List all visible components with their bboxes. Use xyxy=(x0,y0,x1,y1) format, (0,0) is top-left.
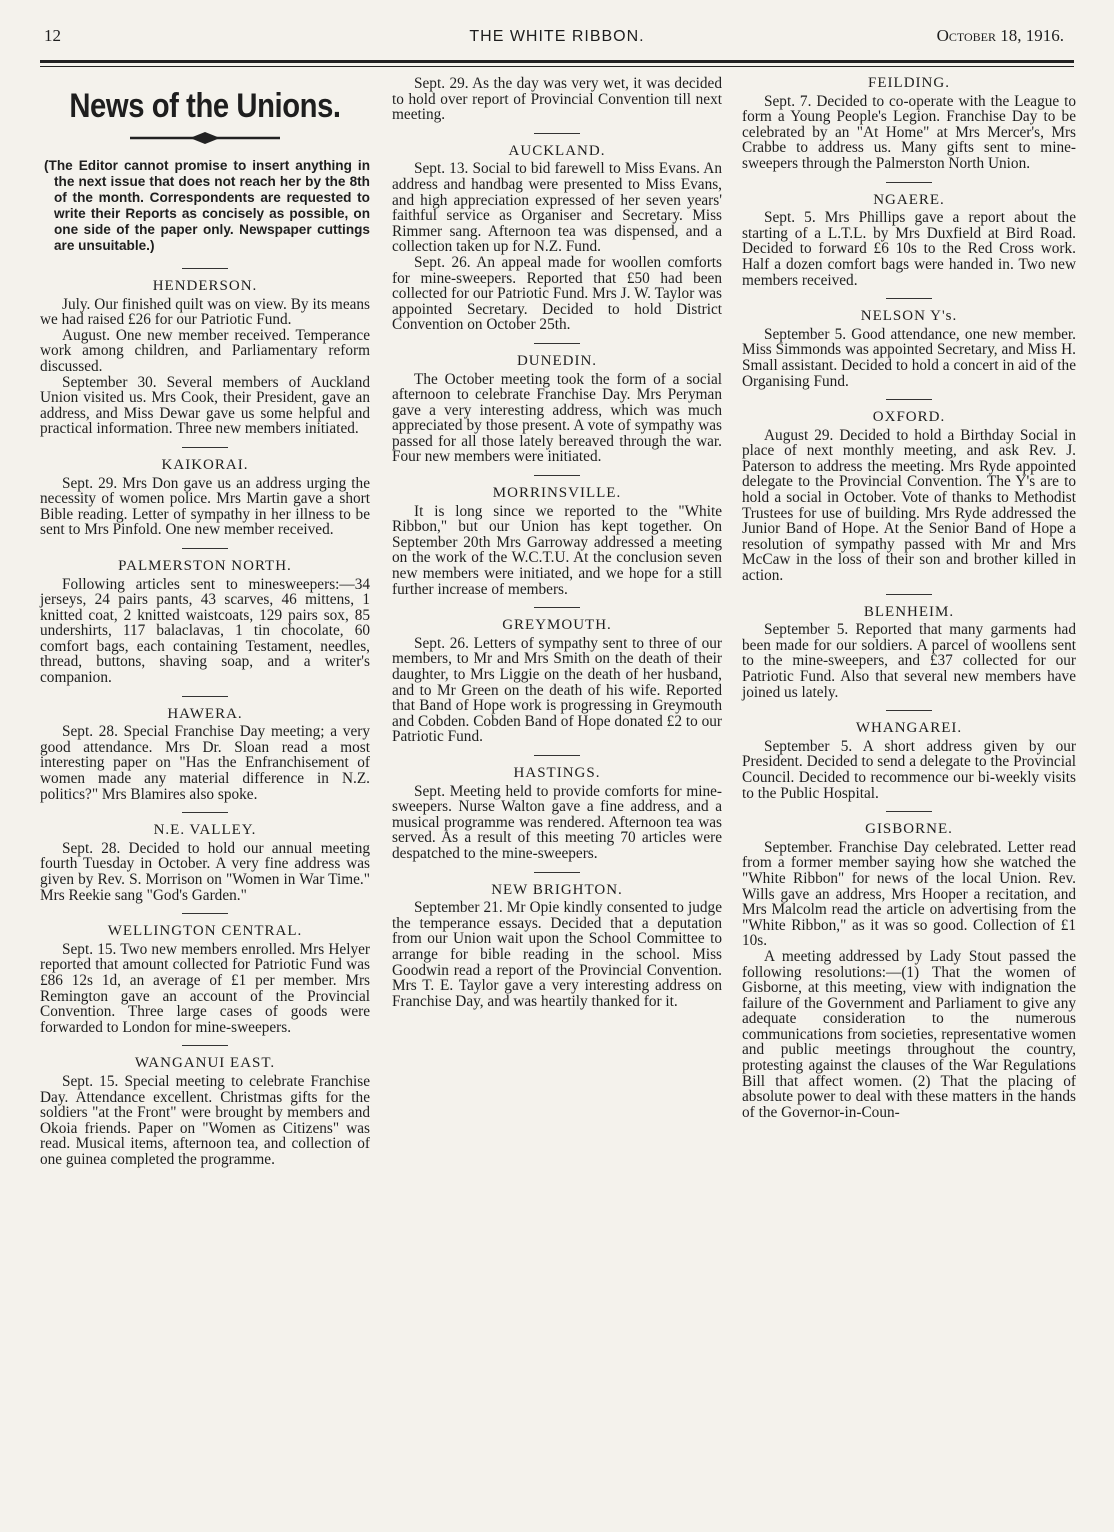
separator xyxy=(182,268,228,269)
report-paragraph: Sept. 28. Special Franchise Day meeting; a very good attendance. Mrs Dr. Sloan read a most interesting paper on "Has the Enfranchisement of women made any material difference in N.Z. politics?" Mrs Blamires also spoke. xyxy=(40,723,370,803)
report-paragraph: Sept. 7. Decided to co-operate with the League to form a Young People's Legion. Franchise Day to be celebrated by an "At Home" at Mrs Mercer's, Mrs Crabbe to address us. Many gifts sent to mine-sweepers through the Palmerston North Union. xyxy=(742,92,1076,172)
page-header xyxy=(40,26,1074,52)
separator xyxy=(182,913,228,914)
section-feilding xyxy=(742,76,1076,172)
section-ne-valley xyxy=(40,823,370,903)
section-heading: DUNEDIN. xyxy=(516,352,598,369)
section-dunedin xyxy=(392,354,722,465)
column-1 xyxy=(40,76,370,1168)
section-auckland xyxy=(392,144,722,333)
report-paragraph: Sept. 26. Letters of sympathy sent to three of our members, to Mr and Mrs Smith on the death of their daughter, to Mrs Liggie on the death of her husband, and to Mr Green on the death of his wife. Reported that Band of Hope work is progressing in Greymouth and Cobden. Cobden Band of Hope donated £2 to our Patriotic Fund. xyxy=(392,634,722,746)
section-heading: WHANGAREI. xyxy=(855,720,963,737)
section-heading: HENDERSON. xyxy=(152,278,258,294)
report-paragraph: Sept. 29. As the day was very wet, it was decided to hold over report of Provincial Convention till next meeting. xyxy=(392,75,722,124)
section-heading: WANGANUI EAST. xyxy=(134,1055,276,1072)
section-hastings xyxy=(392,766,722,862)
report-paragraph: Sept. 13. Social to bid farewell to Miss Evans. An address and handbag were presented to Miss Evans, and high appreciation expressed of her seven years' faithful service as Organiser and Secretary. Miss Rimmer sang. Afternoon tea was dispensed, and a collection taken up for N.Z. Fund. xyxy=(392,160,722,256)
section-heading: WELLINGTON CENTRAL. xyxy=(107,923,303,940)
section-heading: MORRINSVILLE. xyxy=(492,485,622,502)
report-paragraph: Sept. 29. Mrs Don gave us an address urging the necessity of women police. Mrs Martin gave a short Bible reading. Letter of sympathy in her illness to be sent to Mrs Pinfold. One new member received. xyxy=(40,474,370,539)
section-new-brighton xyxy=(392,883,722,1010)
separator xyxy=(886,710,932,711)
separator xyxy=(534,607,580,608)
report-paragraph: Following articles sent to minesweepers:—34 jerseys, 24 pairs pants, 43 scarves, 46 mittens, 1 knitted coat, 2 knitted waistcoats, 129 pairs sox, 85 undershirts, 117 balaclavas, 1 tin chocolate, 60 comfort bags, each containing Testament, needles, thread, buttons, shaving soap, and a writer's companion. xyxy=(40,575,370,687)
section-whangarei xyxy=(742,721,1076,801)
section-ngaere xyxy=(742,193,1076,289)
section-heading: NGAERE. xyxy=(873,191,945,208)
section-heading: NEW BRIGHTON. xyxy=(491,881,623,898)
ornament-divider xyxy=(40,132,370,144)
publication-title: THE WHITE RIBBON. xyxy=(469,28,645,45)
separator xyxy=(182,447,228,448)
section-henderson xyxy=(40,279,370,437)
separator xyxy=(182,812,228,813)
separator xyxy=(886,298,932,299)
section-oxford xyxy=(742,410,1076,584)
report-paragraph: It is long since we reported to the "White Ribbon," but our Union has kept together. On September 20th Mrs Garroway addressed a meeting on the work of the W.C.T.U. At the conclusion seven new members were initiated, and we hope for a still further increase of members. xyxy=(392,502,722,598)
report-paragraph: Sept. 5. Mrs Phillips gave a report about the starting of a L.T.L. by Mrs Duxfield at Bird Road. Decided to forward £6 10s to the Red Cross work. Half a dozen comfort bags were handed in. Two new members received. xyxy=(742,209,1076,289)
section-heading: BLENHEIM. xyxy=(863,603,955,620)
section-heading: OXFORD. xyxy=(872,409,946,426)
report-paragraph: September 5. Good attendance, one new member. Miss Simmonds was appointed Secretary, and Miss H. Small assistant. Decided to hold a concert in aid of the Organising Fund. xyxy=(742,325,1076,390)
header-rule xyxy=(40,60,1074,67)
section-heading: GREYMOUTH. xyxy=(502,617,612,634)
section-heading: PALMERSTON NORTH. xyxy=(118,557,292,574)
section-wellington-central xyxy=(40,924,370,1035)
issue-date: October 18, 1916. xyxy=(936,26,1064,45)
ornament-rule-icon xyxy=(130,132,280,144)
section-wanganui-east-continued xyxy=(392,76,722,123)
separator xyxy=(534,755,580,756)
section-heading: HASTINGS. xyxy=(513,764,601,781)
section-wanganui-east xyxy=(40,1056,370,1167)
separator xyxy=(182,696,228,697)
report-paragraph: Sept. 15. Two new members enrolled. Mrs Helyer reported that amount collected for Patriotic Fund was £86 12s 1d, an average of £1 per member. Mrs Remington gave an account of the Provincial Convention. Three large cases of goods were forwarded to London for mine-sweepers. xyxy=(40,940,370,1036)
report-paragraph: Sept. 15. Special meeting to celebrate Franchise Day. Attendance excellent. Christmas gifts for the soldiers "at the Front" were brought by members and Okoia friends. Paper on "Women as Citizens" was read. Musical items, afternoon tea, and collection of one guinea completed the programme. xyxy=(40,1072,370,1168)
report-paragraph: August 29. Decided to hold a Birthday Social in place of next monthly meeting, and ask Rev. J. Paterson to address the meeting. Mrs Ryde appointed delegate to the Provincial Convention. The Y's are to hold a social in October. Vote of thanks to Methodist Trustees for use of building. Mrs Ryde addressed the Junior Band of Hope. At the Senior Band of Hope a resolution of sympathy passed with Mr and Mrs McCaw in the loss of their son and brother killed in action. xyxy=(742,426,1076,585)
column-2 xyxy=(392,76,722,1009)
editor-note: (The Editor cannot promise to insert anything in the next issue that does not reach her by the 8th of the month. Correspondents are requested to write their Reports as concisely as possible, on one side of the paper only. Newspaper cuttings are unsuitable.) xyxy=(44,158,370,253)
separator xyxy=(534,475,580,476)
report-paragraph: September 30. Several members of Auckland Union visited us. Mrs Cook, their President, gave an address, and Miss Dewar gave us some helpful and practical information. Three new members initiated. xyxy=(40,373,370,438)
report-paragraph: Sept. 28. Decided to hold our annual meeting fourth Tuesday in October. A very fine address was given by Rev. S. Morrison on "Women in War Time." Mrs Reekie sang "God's Garden." xyxy=(40,839,370,904)
section-greymouth xyxy=(392,618,722,745)
section-hawera xyxy=(40,707,370,803)
page-number: 12 xyxy=(44,26,61,45)
section-kaikorai xyxy=(40,458,370,538)
section-heading: HAWERA. xyxy=(167,705,243,722)
section-heading: AUCKLAND. xyxy=(508,142,606,159)
section-heading: N.E. VALLEY. xyxy=(153,822,257,839)
section-heading: NELSON Y's. xyxy=(860,308,958,325)
separator xyxy=(182,1045,228,1046)
separator xyxy=(534,872,580,873)
section-nelson-ys xyxy=(742,309,1076,389)
report-paragraph: September 21. Mr Opie kindly consented to judge the temperance essays. Decided that a deputation from our Union wait upon the School Committee to arrange for bible reading in the school. Miss Goodwin read a report of the Provincial Convention. Mrs T. E. Taylor gave a very interesting address on Franchise Day, and was heartily thanked for it. xyxy=(392,899,722,1010)
separator xyxy=(886,182,932,183)
section-gisborne xyxy=(742,822,1076,1120)
report-paragraph: August. One new member received. Temperance work among children, and Parliamentary reform discussed. xyxy=(40,326,370,375)
section-morrinsville xyxy=(392,486,722,597)
report-paragraph: Sept. 26. An appeal made for woollen comforts for mine-sweepers. Reported that £50 had been collected for our Patriotic Fund. Mrs J. W. Taylor was appointed Secretary. Decided to hold District Convention on October 25th. xyxy=(392,253,722,334)
separator xyxy=(886,811,932,812)
report-paragraph: September. Franchise Day celebrated. Letter read from a former member saying how she watched the "White Ribbon" for news of the local Union. Rev. Wills gave an address, Mrs Hooper a recitation, and Mrs Malcolm read the article on advertising from the "White Ribbon," as it was so good. Collection of £1 10s. xyxy=(742,838,1076,950)
separator xyxy=(534,343,580,344)
section-heading: GISBORNE. xyxy=(865,821,953,838)
separator xyxy=(886,399,932,400)
separator xyxy=(886,594,932,595)
report-paragraph: September 5. Reported that many garments had been made for our soldiers. A parcel of woollens sent to the mine-sweepers, and £37 collected for our Patriotic Fund. Also that several new members have joined us lately. xyxy=(742,621,1076,701)
report-paragraph: The October meeting took the form of a social afternoon to celebrate Franchise Day. Mrs Peryman gave a very interesting address, which was much appreciated by those present. A vote of sympathy was passed for all those lately bereaved through the war. Four new members were initiated. xyxy=(392,370,722,466)
report-paragraph: A meeting addressed by Lady Stout passed the following resolutions:—(1) That the women of Gisborne, at this meeting, view with indignation the failure of the Government and Parliament to give any adequate consideration to the numerous communications from societies, representative women and public meetings throughout the country, protesting against the clauses of the War Regulations Bill that affect women. (2) That the placing of absolute power to deal with these matters in the hands of the Governor-in-Coun- xyxy=(742,947,1076,1121)
separator xyxy=(182,548,228,549)
section-heading: KAIKORAI. xyxy=(161,456,249,473)
separator xyxy=(534,133,580,134)
report-paragraph: September 5. A short address given by our President. Decided to send a delegate to the Provincial Council. Decided to recommence our bi-weekly visits to the Public Hospital. xyxy=(742,737,1076,802)
section-heading: FEILDING. xyxy=(868,75,950,91)
section-blenheim xyxy=(742,605,1076,701)
section-palmerston-north xyxy=(40,559,370,686)
page-title: News of the Unions. xyxy=(69,87,341,125)
column-3 xyxy=(742,76,1076,1120)
report-paragraph: Sept. Meeting held to provide comforts for mine-sweepers. Nurse Walton gave a fine address, and a musical programme was rendered. Afternoon tea was served. As a result of this meeting 70 articles were despatched to the mine-sweepers. xyxy=(392,782,722,862)
report-paragraph: July. Our finished quilt was on view. By its means we had raised £26 for our Patriotic Fund. xyxy=(40,295,370,329)
